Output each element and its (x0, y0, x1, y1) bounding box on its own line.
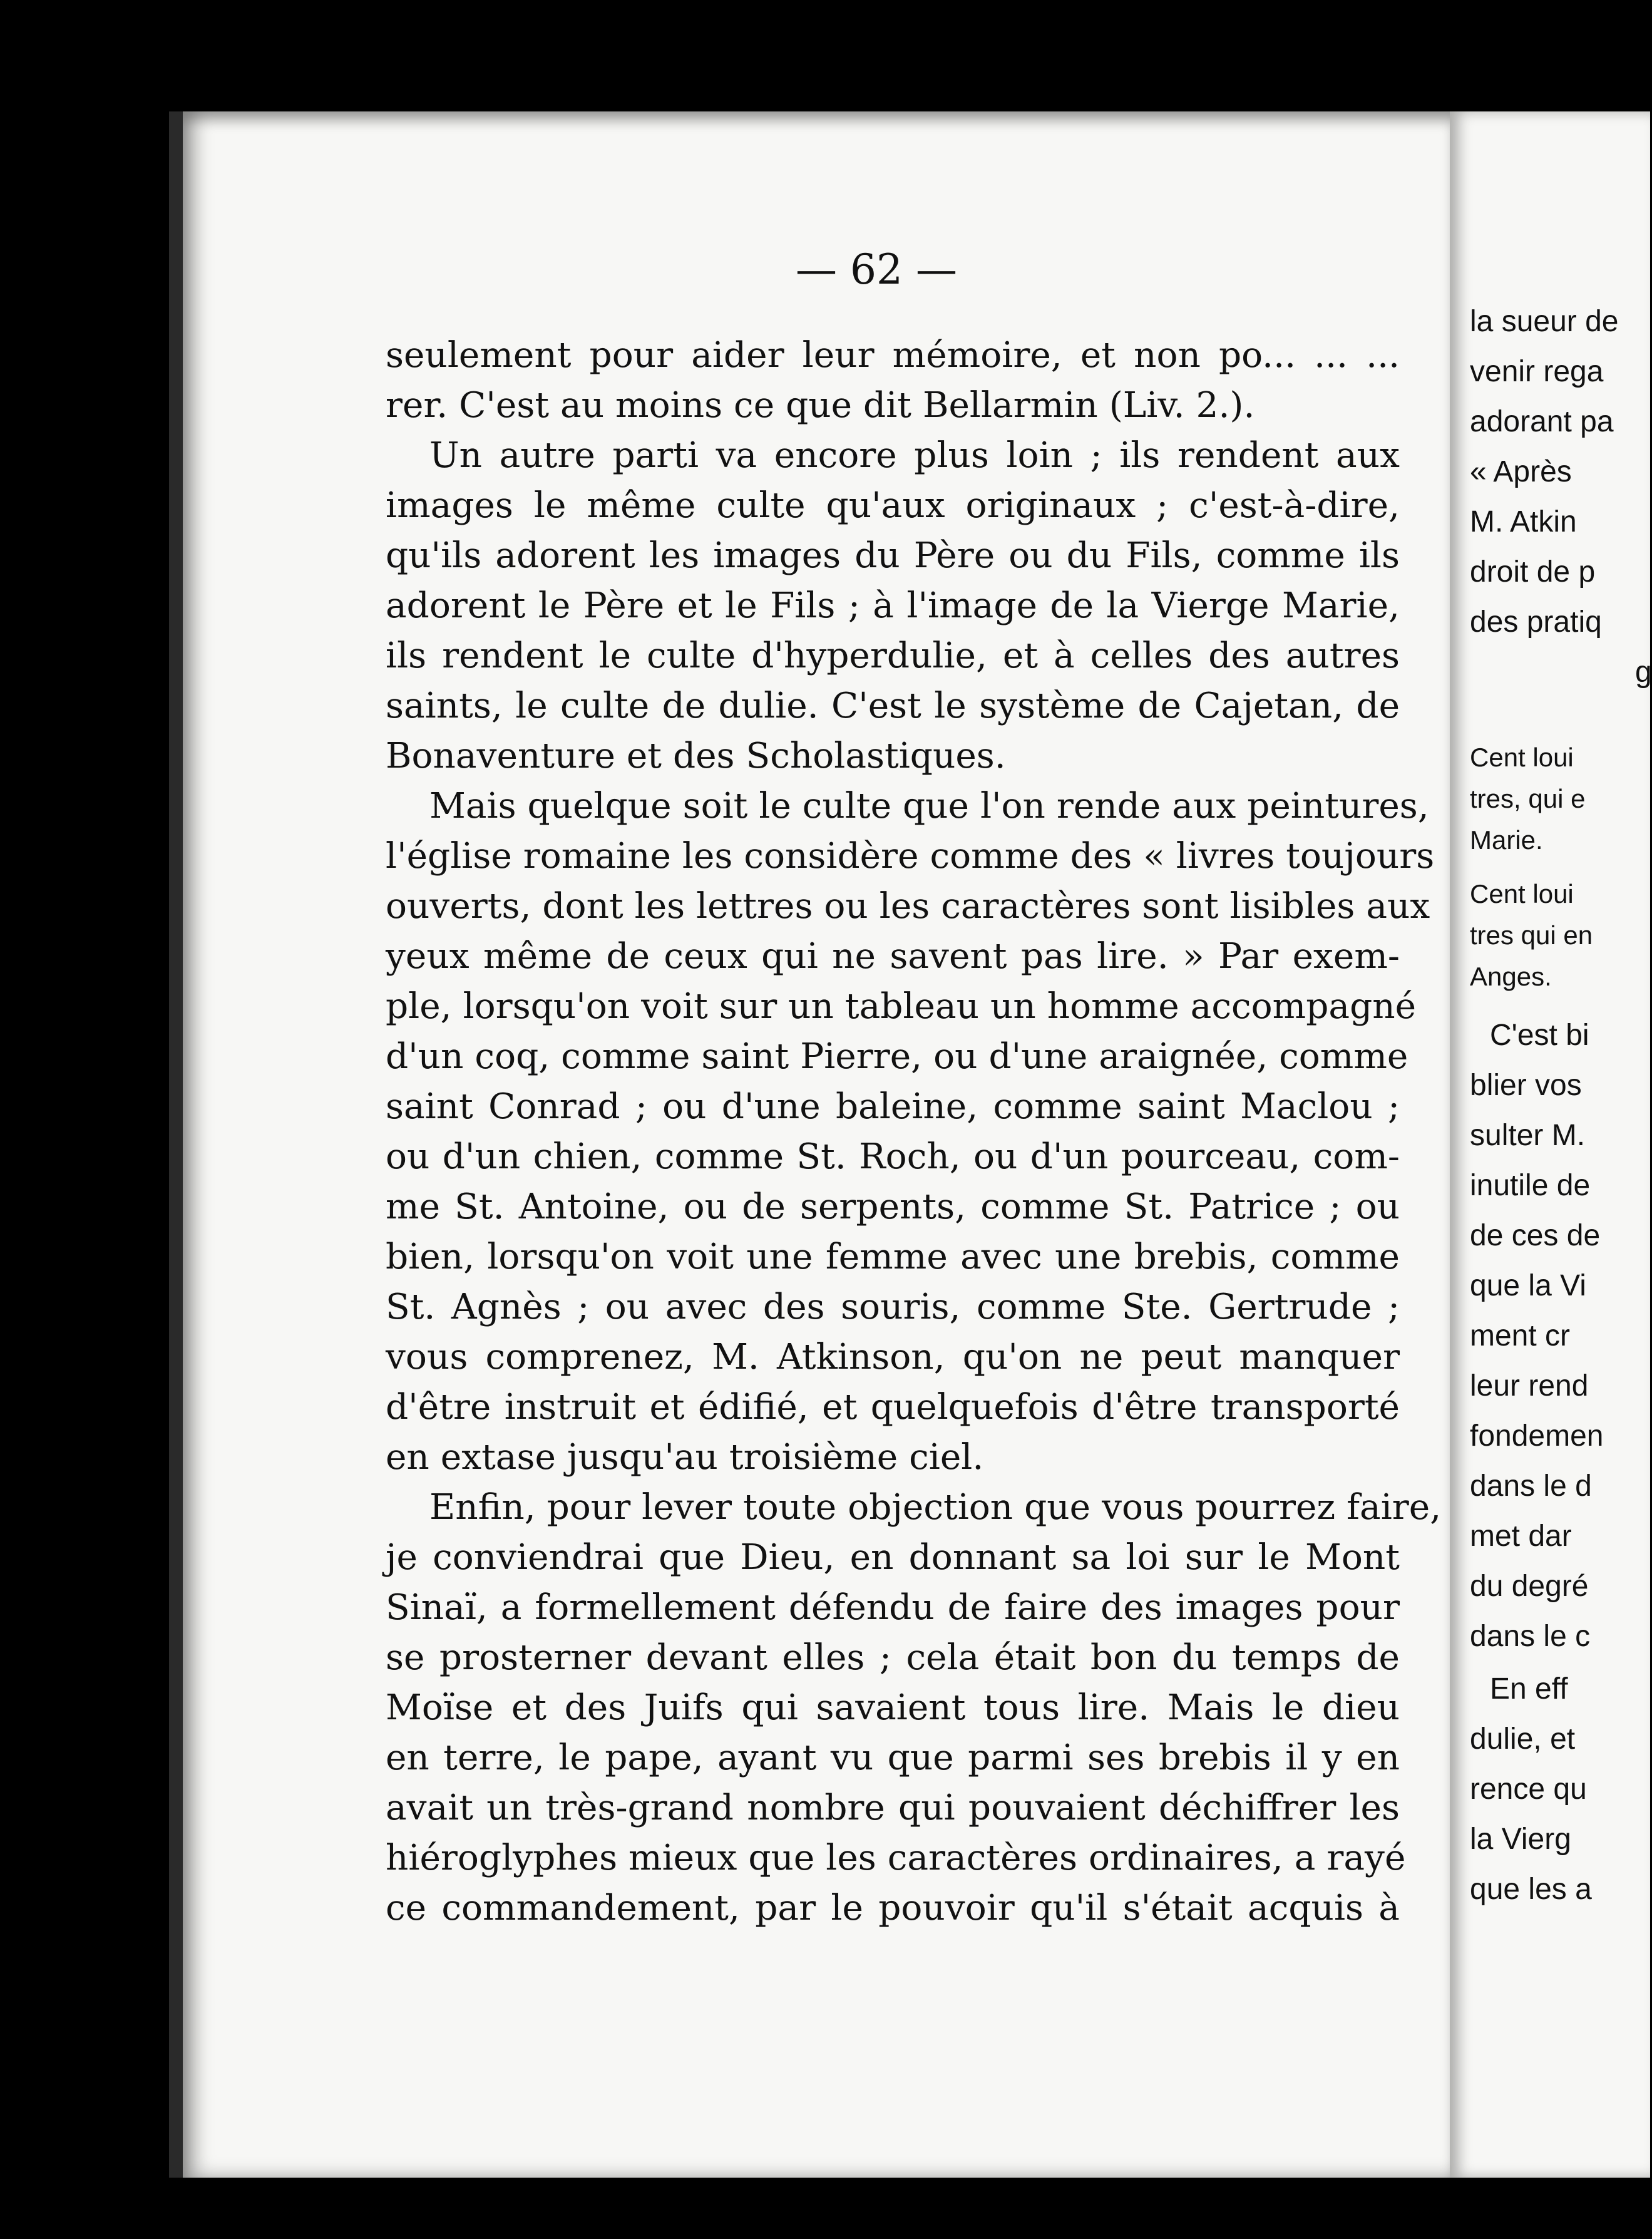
right-text-fragment: C'est bi (1490, 1019, 1589, 1052)
text-line: d'être instruit et édifié, et quelquefois d'être transporté (386, 1387, 1400, 1428)
right-text-fragment: la Vierg (1470, 1823, 1571, 1856)
right-text-fragment: tres, qui e (1470, 784, 1586, 813)
text-line: vous comprenez, M. Atkinson, qu'on ne peut manquer (386, 1337, 1400, 1377)
right-text-fragment: Marie. (1470, 825, 1543, 855)
right-text-fragment: adorant pa (1470, 405, 1614, 438)
text-line: ou d'un chien, comme St. Roch, ou d'un pourceau, com- (386, 1136, 1400, 1177)
text-line: images le même culte qu'aux originaux ; c'est-à-dire, (386, 485, 1400, 526)
text-line: en terre, le pape, ayant vu que parmi ses brebis il y en (386, 1737, 1400, 1778)
right-text-fragment: dulie, et (1470, 1722, 1576, 1756)
right-text-fragment: blier vos (1470, 1069, 1582, 1102)
text-line: ce commandement, par le pouvoir qu'il s'était acquis à (386, 1888, 1400, 1928)
text-line: ils rendent le culte d'hyperdulie, et à celles des autres (386, 636, 1400, 676)
right-text-fragment: dans le d (1470, 1470, 1592, 1503)
text-line: ouverts, dont les lettres ou les caractères sont lisibles aux (386, 886, 1430, 927)
text-line: l'église romaine les considère comme des « livres toujours (386, 836, 1435, 877)
right-text-fragment: droit de p (1470, 555, 1596, 589)
text-line: Un autre parti va encore plus loin ; ils rendent aux (429, 435, 1400, 476)
right-text-fragment: de ces de (1470, 1219, 1601, 1252)
right-text-fragment: du degré (1470, 1570, 1589, 1603)
text-line: seulement pour aider leur mémoire, et non po... ... ... (386, 335, 1400, 376)
right-text-fragment: sulter M. (1470, 1119, 1586, 1152)
right-text-fragment: Cent loui (1470, 879, 1574, 908)
right-text-fragment: des pratiq (1470, 605, 1602, 639)
text-line: hiéroglyphes mieux que les caractères ordinaires, a rayé (386, 1838, 1406, 1878)
text-line: yeux même de ceux qui ne savent pas lire. » Par exem- (386, 936, 1400, 977)
text-line: Enfin, pour lever toute objection que vous pourrez faire, (429, 1487, 1442, 1528)
text-line: Bonaventure et des Scholastiques. (386, 736, 1006, 776)
right-text-fragment: En eff (1490, 1672, 1568, 1706)
text-line: se prosterner devant elles ; cela était bon du temps de (386, 1637, 1400, 1678)
text-line: ple, lorsqu'on voit sur un tableau un homme accompagné (386, 986, 1417, 1027)
right-text-fragment: rence qu (1470, 1773, 1587, 1806)
right-text-fragment: Cent loui (1470, 743, 1574, 772)
text-line: d'un coq, comme saint Pierre, ou d'une araignée, comme (386, 1036, 1408, 1077)
right-text-fragment: venir rega (1470, 355, 1604, 388)
text-line: Moïse et des Juifs qui savaient tous lire. Mais le dieu (386, 1687, 1400, 1728)
text-line: bien, lorsqu'on voit une femme avec une brebis, comme (386, 1237, 1400, 1277)
right-text-fragment: la sueur de (1470, 305, 1619, 338)
right-text-fragment: dans le c (1470, 1620, 1591, 1653)
right-text-fragment: « Après (1470, 455, 1572, 488)
body-text (386, 331, 1442, 1933)
text-line: je conviendrai que Dieu, en donnant sa loi sur le Mont (386, 1537, 1400, 1578)
text-line: adorent le Père et le Fils ; à l'image de la Vierge Marie, (386, 585, 1400, 626)
right-text-fragment: g (1635, 656, 1652, 689)
text-line: saint Conrad ; ou d'une baleine, comme saint Maclou ; (386, 1086, 1400, 1127)
text-line: qu'ils adorent les images du Père ou du Fils, comme ils (386, 535, 1400, 576)
right-text-fragment: M. Atkin (1470, 505, 1577, 538)
right-text-fragment: inutile de (1470, 1169, 1591, 1202)
right-text-fragment: leur rend (1470, 1369, 1589, 1403)
text-line: me St. Antoine, ou de serpents, comme St. Patrice ; ou (386, 1186, 1400, 1227)
text-line: Sinaï, a formellement défendu de faire des images pour (386, 1587, 1400, 1628)
right-text-fragment: que la Vi (1470, 1269, 1586, 1302)
right-text-fragment: ment cr (1470, 1319, 1571, 1352)
right-text-fragment: que les a (1470, 1873, 1592, 1906)
text-line: rer. C'est au moins ce que dit Bellarmin (Liv. 2.). (386, 385, 1255, 426)
right-text-fragment: Anges. (1470, 962, 1552, 991)
right-page (1450, 111, 1650, 2178)
text-line: en extase jusqu'au troisième ciel. (386, 1437, 984, 1478)
right-text-fragment: tres qui en (1470, 920, 1593, 950)
right-text-fragment: fondemen (1470, 1419, 1604, 1453)
page-number: — 62 — (796, 245, 957, 294)
text-line: St. Agnès ; ou avec des souris, comme Ste. Gertrude ; (386, 1287, 1400, 1327)
text-line: avait un très-grand nombre qui pouvaient déchiffrer les (386, 1788, 1400, 1828)
text-line: saints, le culte de dulie. C'est le système de Cajetan, de (386, 686, 1400, 726)
text-line: Mais quelque soit le culte que l'on rende aux peintures, (429, 786, 1429, 826)
right-text-fragment: met dar (1470, 1520, 1572, 1553)
